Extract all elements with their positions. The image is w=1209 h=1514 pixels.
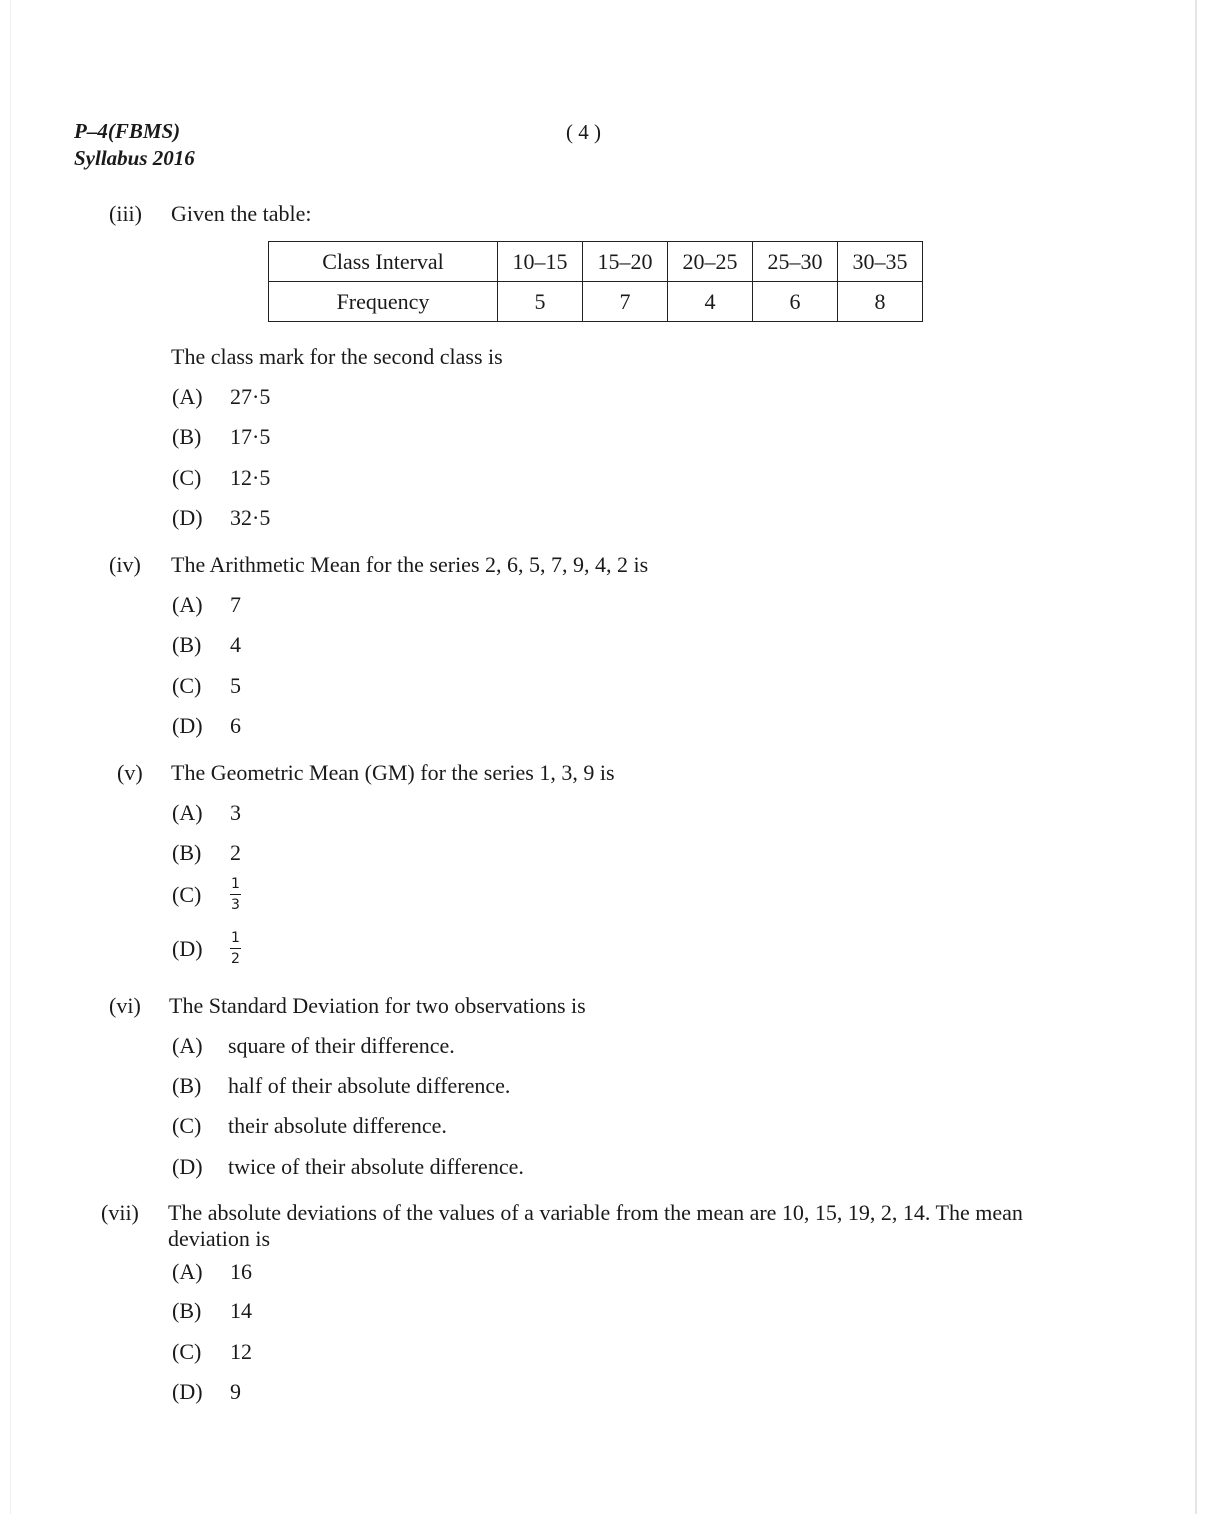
option-label: (D) bbox=[172, 505, 203, 530]
table-header-frequency: Frequency bbox=[269, 282, 498, 322]
option-label: (C) bbox=[172, 881, 202, 907]
option-d-v bbox=[172, 930, 241, 967]
question-number-iv: (iv) bbox=[109, 552, 141, 577]
option-label: (C) bbox=[172, 465, 202, 490]
option-text: 14 bbox=[230, 1298, 252, 1323]
table-cell: 5 bbox=[498, 282, 583, 322]
table-row-frequency bbox=[269, 282, 923, 322]
option-text: 4 bbox=[230, 632, 241, 657]
fraction-denominator: 2 bbox=[231, 951, 240, 967]
option-a-vi bbox=[172, 1033, 455, 1059]
option-label: (B) bbox=[172, 840, 202, 865]
option-b-vi bbox=[172, 1073, 510, 1099]
question-text-vii bbox=[168, 1200, 1128, 1252]
option-label: (D) bbox=[172, 1154, 203, 1179]
option-text: 6 bbox=[230, 713, 241, 738]
option-text: their absolute difference. bbox=[228, 1113, 447, 1138]
fraction-denominator: 3 bbox=[231, 897, 240, 913]
syllabus-year: Syllabus 2016 bbox=[74, 146, 195, 170]
option-text: 32·5 bbox=[230, 505, 271, 530]
option-b-iii bbox=[172, 424, 270, 450]
option-text: 16 bbox=[230, 1259, 252, 1284]
question-text-v: The Geometric Mean (GM) for the series 1, 3, 9 is bbox=[171, 760, 615, 785]
fraction-one-half bbox=[230, 930, 241, 967]
option-label: (D) bbox=[172, 935, 203, 961]
table-cell: 25–30 bbox=[753, 242, 838, 282]
table-cell: 4 bbox=[668, 282, 753, 322]
fraction-bar bbox=[230, 894, 241, 895]
option-a-v bbox=[172, 800, 241, 826]
option-text: half of their absolute difference. bbox=[228, 1073, 511, 1098]
option-label: (C) bbox=[172, 673, 202, 698]
question-text-iii: Given the table: bbox=[171, 201, 312, 226]
page-edge-left bbox=[10, 0, 11, 1514]
question-number-v: (v) bbox=[117, 760, 143, 785]
table-cell: 7 bbox=[583, 282, 668, 322]
option-label: (C) bbox=[172, 1339, 202, 1364]
table-cell: 20–25 bbox=[668, 242, 753, 282]
option-label: (A) bbox=[172, 800, 203, 825]
option-label: (D) bbox=[172, 713, 203, 738]
option-text: 17·5 bbox=[230, 424, 271, 449]
fraction-one-third bbox=[230, 876, 241, 913]
table-cell: 15–20 bbox=[583, 242, 668, 282]
paper-header bbox=[74, 118, 195, 172]
option-label: (B) bbox=[172, 1073, 202, 1098]
option-text: 7 bbox=[230, 592, 241, 617]
table-cell: 8 bbox=[838, 282, 923, 322]
option-label: (A) bbox=[172, 1259, 203, 1284]
frequency-table bbox=[268, 241, 923, 322]
question-text-iv: The Arithmetic Mean for the series 2, 6, 5, 7, 9, 4, 2 is bbox=[171, 552, 649, 577]
table-cell: 30–35 bbox=[838, 242, 923, 282]
table-cell: 6 bbox=[753, 282, 838, 322]
table-row-class-interval bbox=[269, 242, 923, 282]
option-text: twice of their absolute difference. bbox=[228, 1154, 524, 1179]
option-a-iv bbox=[172, 592, 241, 618]
question-text-vi: The Standard Deviation for two observations is bbox=[169, 993, 586, 1018]
question-number-vi: (vi) bbox=[109, 993, 141, 1018]
fraction-bar bbox=[230, 948, 241, 949]
option-text: square of their difference. bbox=[228, 1033, 455, 1058]
option-b-iv bbox=[172, 632, 241, 658]
option-b-vii bbox=[172, 1298, 252, 1324]
question-number-iii: (iii) bbox=[109, 201, 142, 226]
option-label: (D) bbox=[172, 1379, 203, 1404]
option-b-v bbox=[172, 840, 241, 866]
option-label: (B) bbox=[172, 1298, 202, 1323]
option-a-iii bbox=[172, 384, 270, 410]
option-text: 9 bbox=[230, 1379, 241, 1404]
question-stem-iii: The class mark for the second class is bbox=[171, 344, 503, 369]
option-text: 5 bbox=[230, 673, 241, 698]
option-label: (C) bbox=[172, 1113, 202, 1138]
question-number-vii: (vii) bbox=[101, 1200, 139, 1225]
option-c-vii bbox=[172, 1339, 252, 1365]
page-number: ( 4 ) bbox=[566, 120, 601, 144]
option-c-vi bbox=[172, 1113, 447, 1139]
question-text-line: deviation is bbox=[168, 1226, 271, 1251]
option-text: 12 bbox=[230, 1339, 252, 1364]
option-d-iv bbox=[172, 713, 241, 739]
option-a-vii bbox=[172, 1259, 252, 1285]
option-label: (A) bbox=[172, 1033, 203, 1058]
option-c-iii bbox=[172, 465, 270, 491]
table-cell: 10–15 bbox=[498, 242, 583, 282]
option-label: (A) bbox=[172, 384, 203, 409]
option-text: 27·5 bbox=[230, 384, 271, 409]
option-label: (B) bbox=[172, 424, 202, 449]
option-c-iv bbox=[172, 673, 241, 699]
option-label: (A) bbox=[172, 592, 203, 617]
option-d-vi bbox=[172, 1154, 524, 1180]
option-text: 12·5 bbox=[230, 465, 271, 490]
page-edge-right bbox=[1195, 0, 1197, 1514]
option-c-v bbox=[172, 876, 241, 913]
fraction-numerator: 1 bbox=[231, 930, 240, 946]
option-d-vii bbox=[172, 1379, 241, 1405]
paper-code: P–4(FBMS) bbox=[74, 119, 181, 143]
option-d-iii bbox=[172, 505, 270, 531]
fraction-numerator: 1 bbox=[231, 876, 240, 892]
option-label: (B) bbox=[172, 632, 202, 657]
option-text: 3 bbox=[230, 800, 241, 825]
question-text-line: The absolute deviations of the values of a variable from the mean are 10, 15, 19, 2, 14. The mean bbox=[168, 1200, 1023, 1225]
table-header-class-interval: Class Interval bbox=[269, 242, 498, 282]
option-text: 2 bbox=[230, 840, 241, 865]
